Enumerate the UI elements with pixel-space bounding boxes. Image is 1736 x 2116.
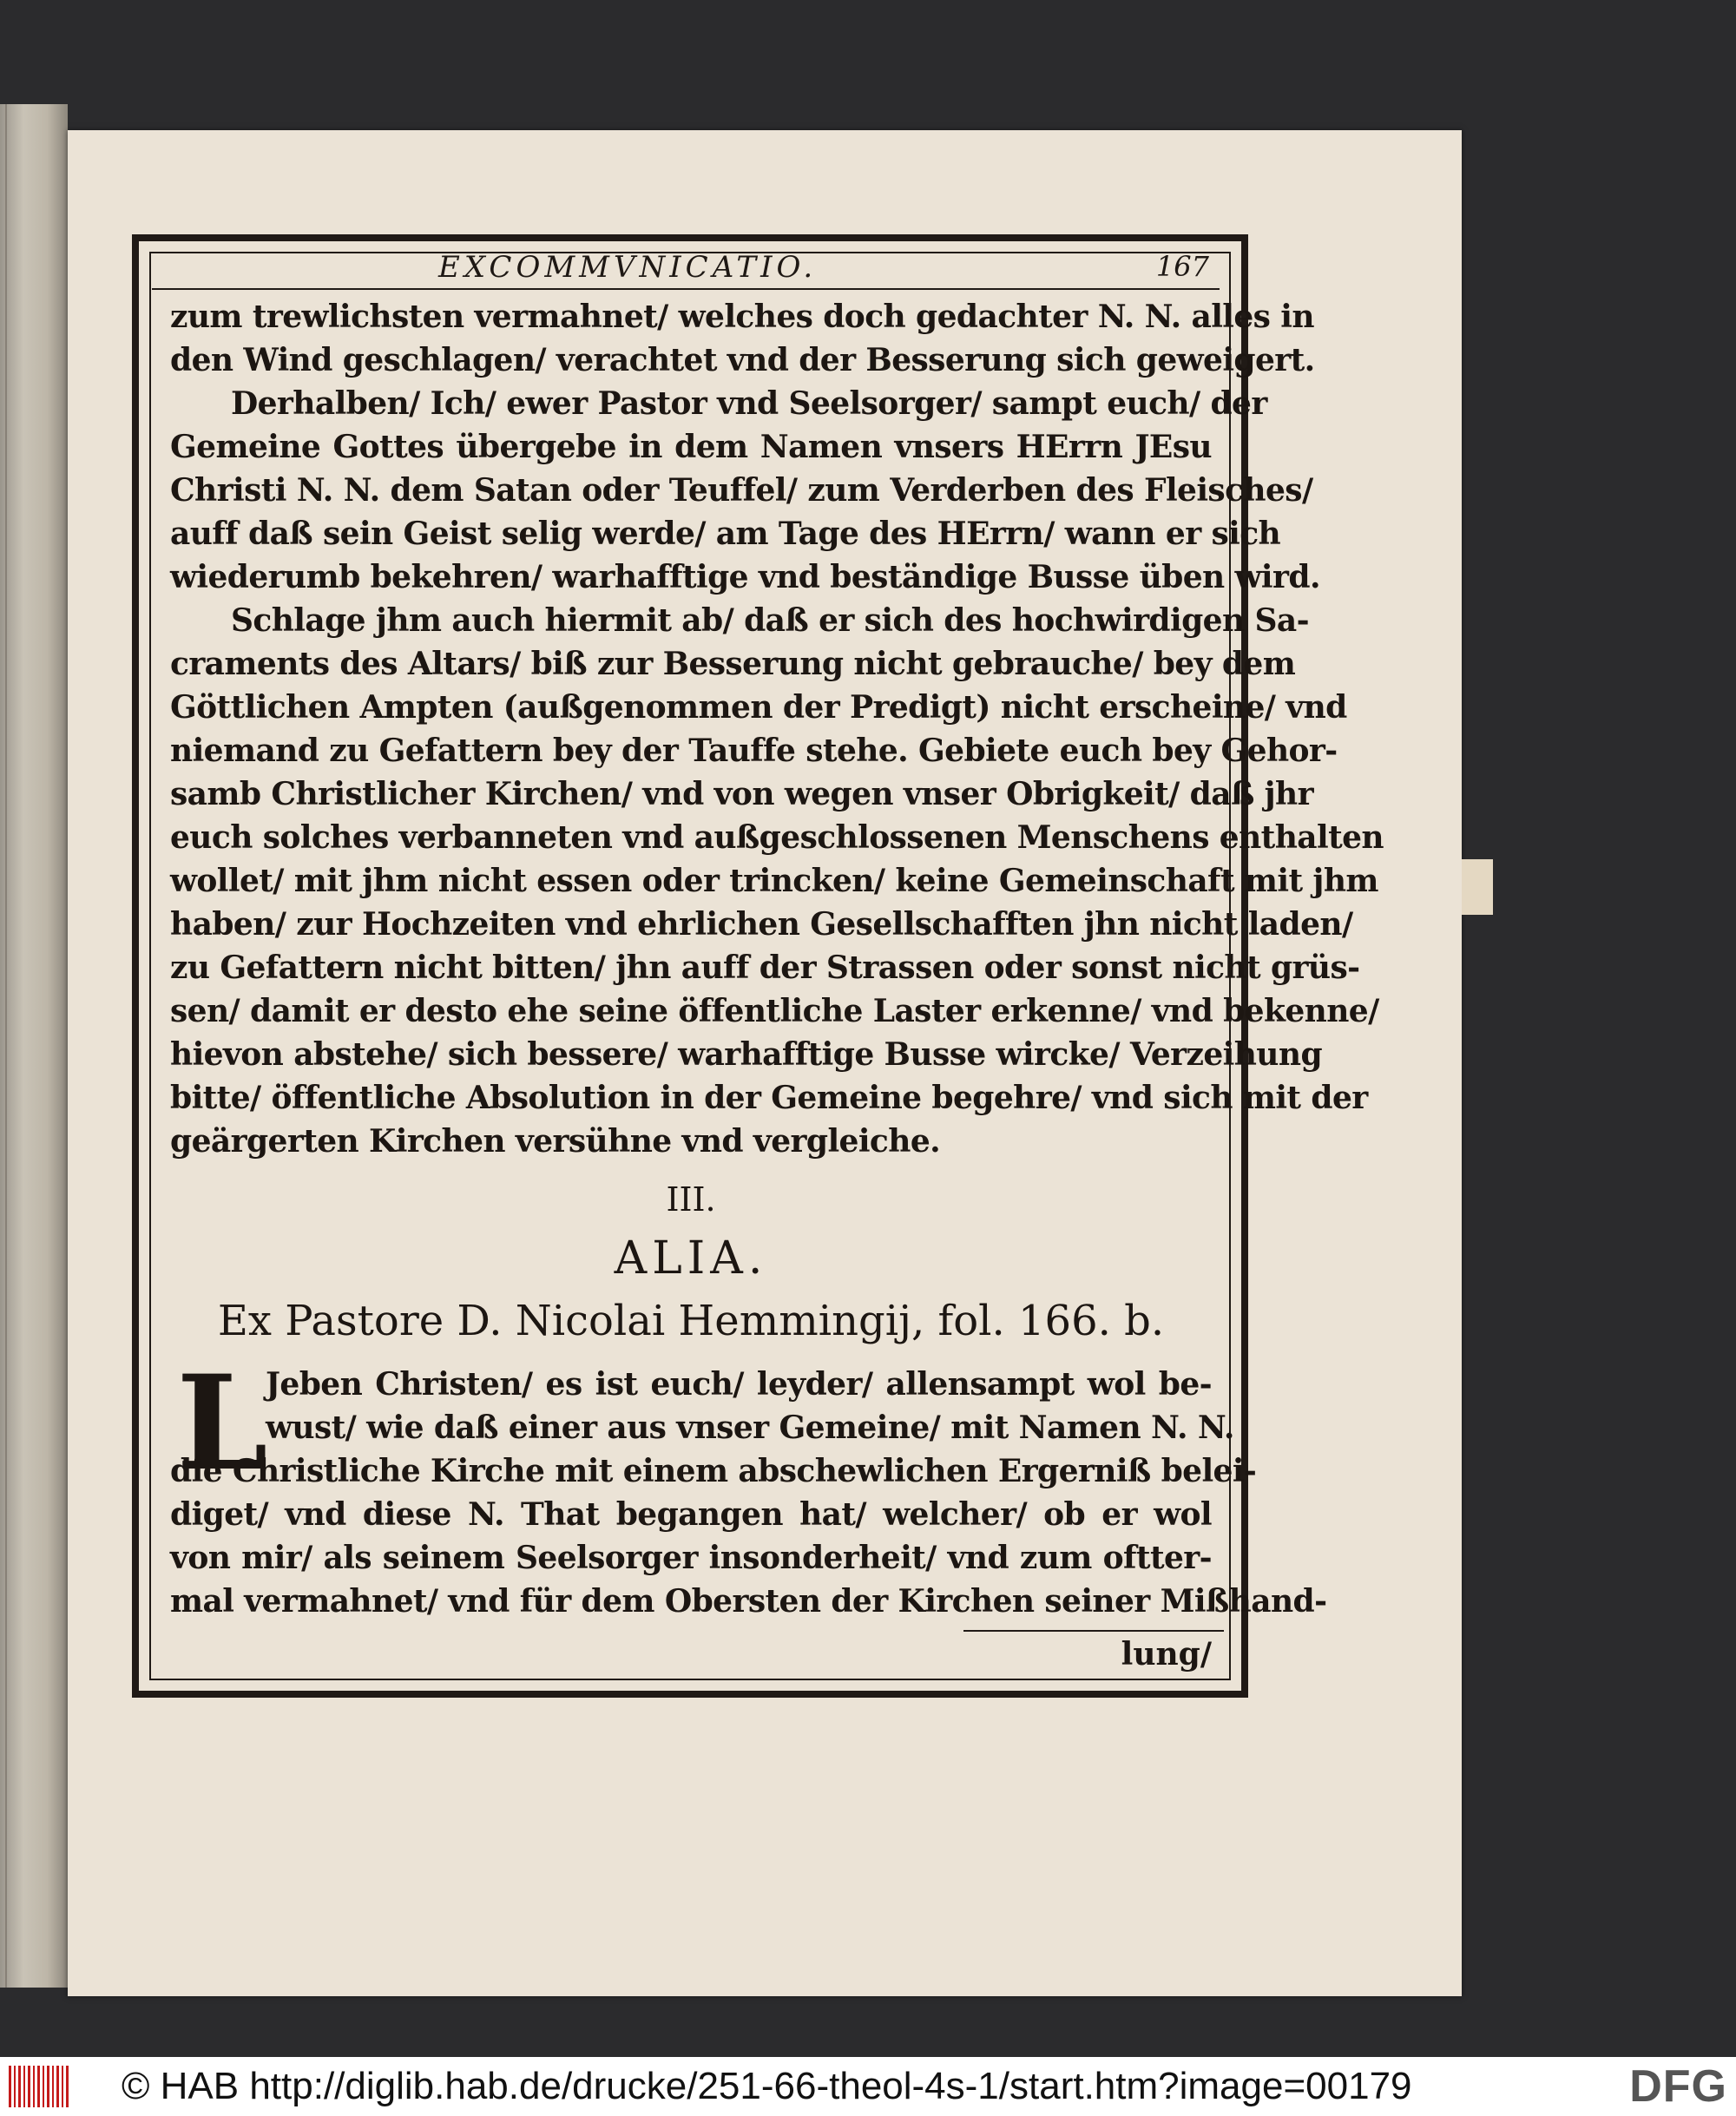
text-line: bitte/ öffentliche Absolution in der Gemeine begehre/ vnd sich mit der bbox=[170, 1080, 1368, 1116]
text-line: wust/ wie daß einer aus vnser Gemeine/ mit Namen N. N. bbox=[266, 1410, 1234, 1446]
text-line: Gemeine Gottes übergebe in dem Namen vnsers HErrn JEsu bbox=[170, 429, 1212, 465]
text-line: diget/ vnd diese N. That begangen hat/ welcher/ ob er wol bbox=[170, 1496, 1212, 1533]
previous-page-edge bbox=[0, 104, 68, 1988]
page-tab bbox=[1462, 859, 1493, 915]
section-title: ALIA. bbox=[614, 1232, 768, 1285]
text-line: zu Gefattern nicht bitten/ jhn auff der Strassen oder sonst nicht grüs- bbox=[170, 950, 1360, 986]
text-line: hievon abstehe/ sich bessere/ warhafftige Busse wircke/ Verzeihung bbox=[170, 1036, 1323, 1073]
text-line: Jeben Christen/ es ist euch/ leyder/ allensampt wol be- bbox=[266, 1366, 1212, 1403]
text-block-lower bbox=[170, 1347, 1327, 1623]
text-line: haben/ zur Hochzeiten vnd ehrlichen Gesellschafften jhn nicht laden/ bbox=[170, 906, 1353, 943]
text-line: sen/ damit er desto ehe seine öffentliche Laster erkenne/ vnd bekenne/ bbox=[170, 993, 1379, 1029]
text-line: euch solches verbanneten vnd außgeschlossenen Menschens enthalten bbox=[170, 819, 1384, 856]
text-line: wiederumb bekehren/ warhafftige vnd beständige Busse üben wird. bbox=[170, 559, 1320, 595]
text-line: die Christliche Kirche mit einem abschewlichen Ergerniß belei- bbox=[170, 1453, 1257, 1489]
text-block-upper bbox=[170, 295, 1384, 1163]
text-line: samb Christlicher Kirchen/ vnd von wegen vnser Obrigkeit/ daß jhr bbox=[170, 776, 1313, 812]
text-line: geärgerten Kirchen versühne vnd vergleiche. bbox=[170, 1123, 941, 1160]
footer-bar bbox=[0, 2057, 1736, 2116]
section-numeral: III. bbox=[666, 1180, 716, 1219]
dfg-logo: DFG bbox=[1629, 2061, 1727, 2112]
page-number: 167 bbox=[1155, 250, 1209, 283]
running-title: EXCOMMVNICATIO. bbox=[438, 250, 818, 285]
text-line: mal vermahnet/ vnd für dem Obersten der Kirchen seiner Mißhand- bbox=[170, 1583, 1327, 1620]
drop-initial: L bbox=[176, 1347, 268, 1500]
text-line: craments des Altars/ biß zur Besserung nicht gebrauche/ bey dem bbox=[170, 646, 1296, 682]
text-line: auff daß sein Geist selig werde/ am Tage des HErrn/ wann er sich bbox=[170, 516, 1281, 552]
catchword: lung/ bbox=[1121, 1636, 1212, 1672]
text-line: Schlage jhm auch hiermit ab/ daß er sich des hochwirdigen Sa- bbox=[231, 602, 1309, 639]
text-line: wollet/ mit jhm nicht essen oder trincken/ keine Gemeinschaft mit jhm bbox=[170, 863, 1378, 899]
text-line: zum trewlichsten vermahnet/ welches doch gedachter N. N. alles in bbox=[170, 299, 1314, 335]
barcode-icon bbox=[9, 2066, 71, 2107]
text-line: den Wind geschlagen/ verachtet vnd der Besserung sich geweigert. bbox=[170, 342, 1315, 378]
text-line: Göttlichen Ampten (außgenommen der Predigt) nicht erscheine/ vnd bbox=[170, 689, 1347, 726]
text-line: von mir/ als seinem Seelsorger insonderheit/ vnd zum oftter- bbox=[170, 1540, 1212, 1576]
running-head bbox=[152, 250, 1220, 290]
catchword-rule bbox=[963, 1630, 1224, 1632]
footer-link[interactable]: © HAB http://diglib.hab.de/drucke/251-66-theol-4s-1/start.htm?image=00179 bbox=[122, 2065, 1412, 2107]
text-line: niemand zu Gefattern bey der Tauffe stehe. Gebiete euch bey Gehor- bbox=[170, 733, 1338, 769]
text-line: Derhalben/ Ich/ ewer Pastor vnd Seelsorger/ sampt euch/ der bbox=[231, 385, 1267, 422]
section-source: Ex Pastore D. Nicolai Hemmingij, fol. 166. b. bbox=[217, 1297, 1165, 1345]
text-line: Christi N. N. dem Satan oder Teuffel/ zum Verderben des Fleisches/ bbox=[170, 472, 1313, 509]
